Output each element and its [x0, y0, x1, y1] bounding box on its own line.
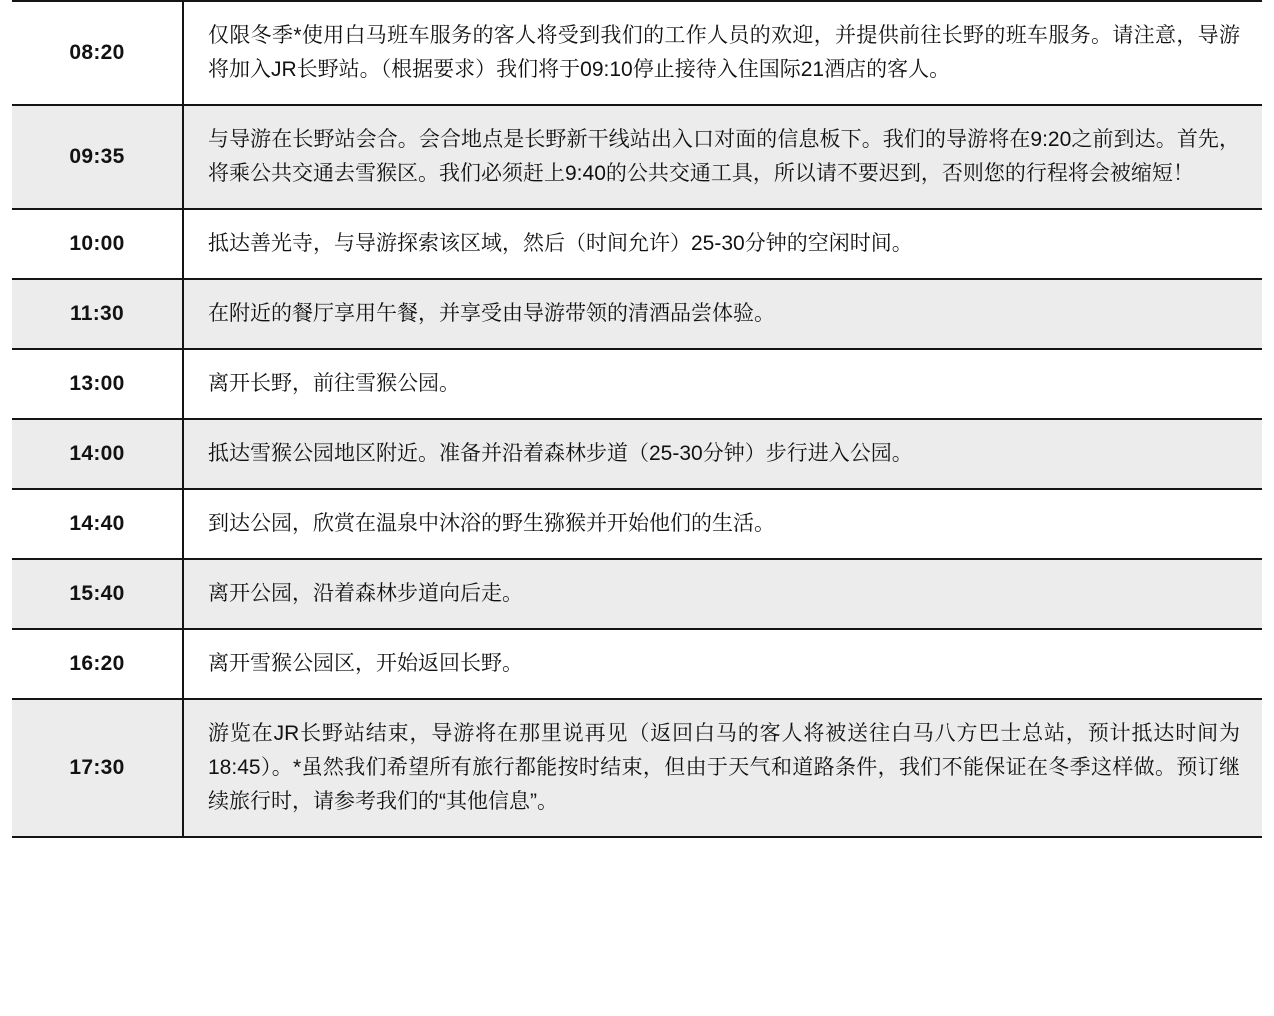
itinerary-description-cell: 抵达善光寺，与导游探索该区域，然后（时间允许）25-30分钟的空闲时间。 — [183, 209, 1262, 279]
table-row — [12, 105, 1262, 209]
itinerary-time-cell: 14:40 — [12, 489, 183, 559]
itinerary-description-cell: 与导游在长野站会合。会合地点是长野新干线站出入口对面的信息板下。我们的导游将在9:20之前到达。首先，将乘公共交通去雪猴区。我们必须赶上9:40的公共交通工具，所以请不要迟到，否则您的行程将会被缩短！ — [183, 105, 1262, 209]
table-row — [12, 419, 1262, 489]
table-row — [12, 489, 1262, 559]
itinerary-description-cell: 到达公园，欣赏在温泉中沐浴的野生猕猴并开始他们的生活。 — [183, 489, 1262, 559]
table-row — [12, 279, 1262, 349]
itinerary-time-cell: 16:20 — [12, 629, 183, 699]
itinerary-description-cell: 离开长野，前往雪猴公园。 — [183, 349, 1262, 419]
itinerary-description-cell: 离开公园，沿着森林步道向后走。 — [183, 559, 1262, 629]
itinerary-time-cell: 15:40 — [12, 559, 183, 629]
itinerary-description-cell: 离开雪猴公园区，开始返回长野。 — [183, 629, 1262, 699]
itinerary-time-cell: 09:35 — [12, 105, 183, 209]
itinerary-time-cell: 17:30 — [12, 699, 183, 837]
table-row — [12, 1, 1262, 105]
table-row — [12, 209, 1262, 279]
itinerary-table-body — [12, 1, 1262, 837]
table-row — [12, 699, 1262, 837]
itinerary-description-cell: 在附近的餐厅享用午餐，并享受由导游带领的清酒品尝体验。 — [183, 279, 1262, 349]
itinerary-time-cell: 11:30 — [12, 279, 183, 349]
itinerary-time-cell: 14:00 — [12, 419, 183, 489]
itinerary-description-cell: 抵达雪猴公园地区附近。准备并沿着森林步道（25-30分钟）步行进入公园。 — [183, 419, 1262, 489]
itinerary-description-cell: 游览在JR长野站结束，导游将在那里说再见（返回白马的客人将被送往白马八方巴士总站，预计抵达时间为18:45）。*虽然我们希望所有旅行都能按时结束，但由于天气和道路条件，我们不能保证在冬季这样做。预订继续旅行时，请参考我们的“其他信息”。 — [183, 699, 1262, 837]
itinerary-time-cell: 13:00 — [12, 349, 183, 419]
itinerary-time-cell: 10:00 — [12, 209, 183, 279]
itinerary-description-cell: 仅限冬季*使用白马班车服务的客人将受到我们的工作人员的欢迎，并提供前往长野的班车服务。请注意，导游将加入JR长野站。（根据要求）我们将于09:10停止接待入住国际21酒店的客人。 — [183, 1, 1262, 105]
table-row — [12, 349, 1262, 419]
table-row — [12, 559, 1262, 629]
table-row — [12, 629, 1262, 699]
itinerary-time-cell: 08:20 — [12, 1, 183, 105]
itinerary-table — [12, 0, 1262, 838]
